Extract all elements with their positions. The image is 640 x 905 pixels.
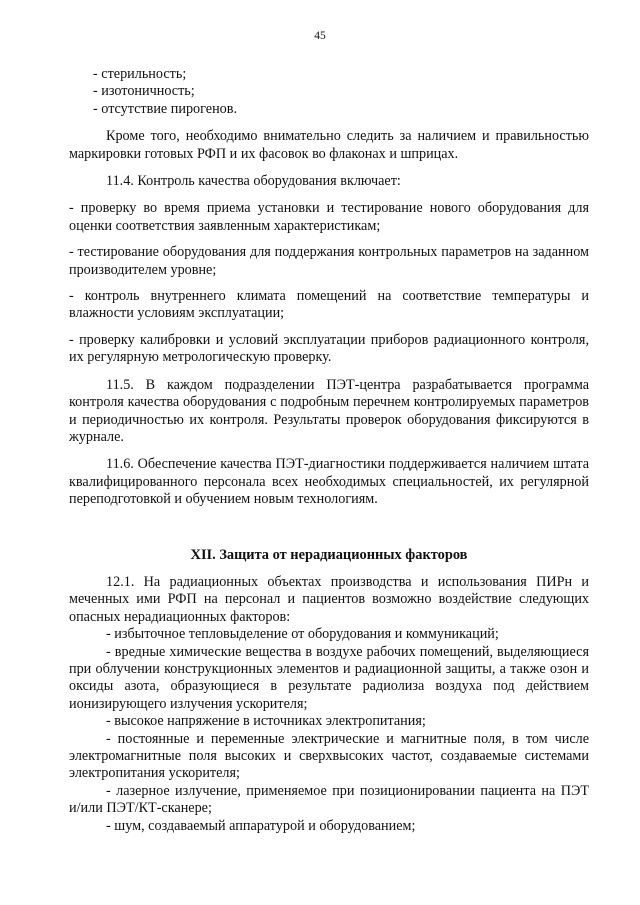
list-item: - лазерное излучение, применяемое при позиционировании пациента на ПЭТ и/или ПЭТ/КТ-сканере;: [69, 782, 589, 817]
list-item: - избыточное тепловыделение от оборудования и коммуникаций;: [106, 626, 499, 643]
list-item: - постоянные и переменные электрические и магнитные поля, в том числе электромагнитные поля высоких и сверхвысоких частот, создаваемые системами электропитания ускорителя;: [69, 730, 589, 782]
page-content: [69, 66, 589, 835]
list-item: - высокое напряжение в источниках электропитания;: [106, 713, 426, 730]
list-item: - шум, создаваемый аппаратурой и оборудованием;: [106, 817, 416, 834]
section-heading: XII. Защита от нерадиационных факторов: [190, 546, 468, 563]
list-item: - изотоничность;: [93, 83, 195, 100]
page-number: 45: [314, 30, 326, 42]
list-item: - проверку калибровки и условий эксплуатации приборов радиационного контроля, их регулярную метрологическую проверку.: [69, 331, 589, 366]
list-item: - стерильность;: [93, 66, 187, 82]
paragraph-12-1: 12.1. На радиационных объектах производства и использования ПИРн и меченных ими РФП на персонал и пациентов возможно воздействие следующих опасных нерадиационных факторов:: [69, 573, 589, 625]
list-item: - вредные химические вещества в воздухе рабочих помещений, выделяющиеся при облучении конструкционных элементов и радиационной защиты, а также озон и оксиды азота, образующиеся в результате радиолиза воздуха под действием ионизирующего излучения ускорителя;: [69, 643, 589, 712]
list-item: - контроль внутреннего климата помещений на соответствие температуры и влажности условиям эксплуатации;: [69, 288, 589, 322]
paragraph-11-6: 11.6. Обеспечение качества ПЭТ-диагностики поддерживается наличием штата квалифицированного персонала всех необходимых специальностей, их регулярной переподготовкой и обучением новым технологиям.: [69, 456, 589, 508]
list-item: - отсутствие пирогенов.: [93, 100, 238, 117]
list-item: - проверку во время приема установки и тестирование нового оборудования для оценки соответствия заявленным характеристикам;: [69, 200, 589, 234]
paragraph-11-4: 11.4. Контроль качества оборудования включает:: [106, 173, 401, 190]
paragraph-11-5: 11.5. В каждом подразделении ПЭТ-центра разрабатывается программа контроля качества оборудования с подробным перечнем контролируемых параметров и периодичностью их контроля. Результаты проверок оборудования фиксируются в журнале.: [69, 376, 589, 445]
list-item: - тестирование оборудования для поддержания контрольных параметров на заданном производителем уровне;: [69, 244, 589, 278]
paragraph-labeling: Кроме того, необходимо внимательно следить за наличием и правильностью маркировки готовых РФП и их фасовок во флаконах и шприцах.: [69, 128, 589, 162]
